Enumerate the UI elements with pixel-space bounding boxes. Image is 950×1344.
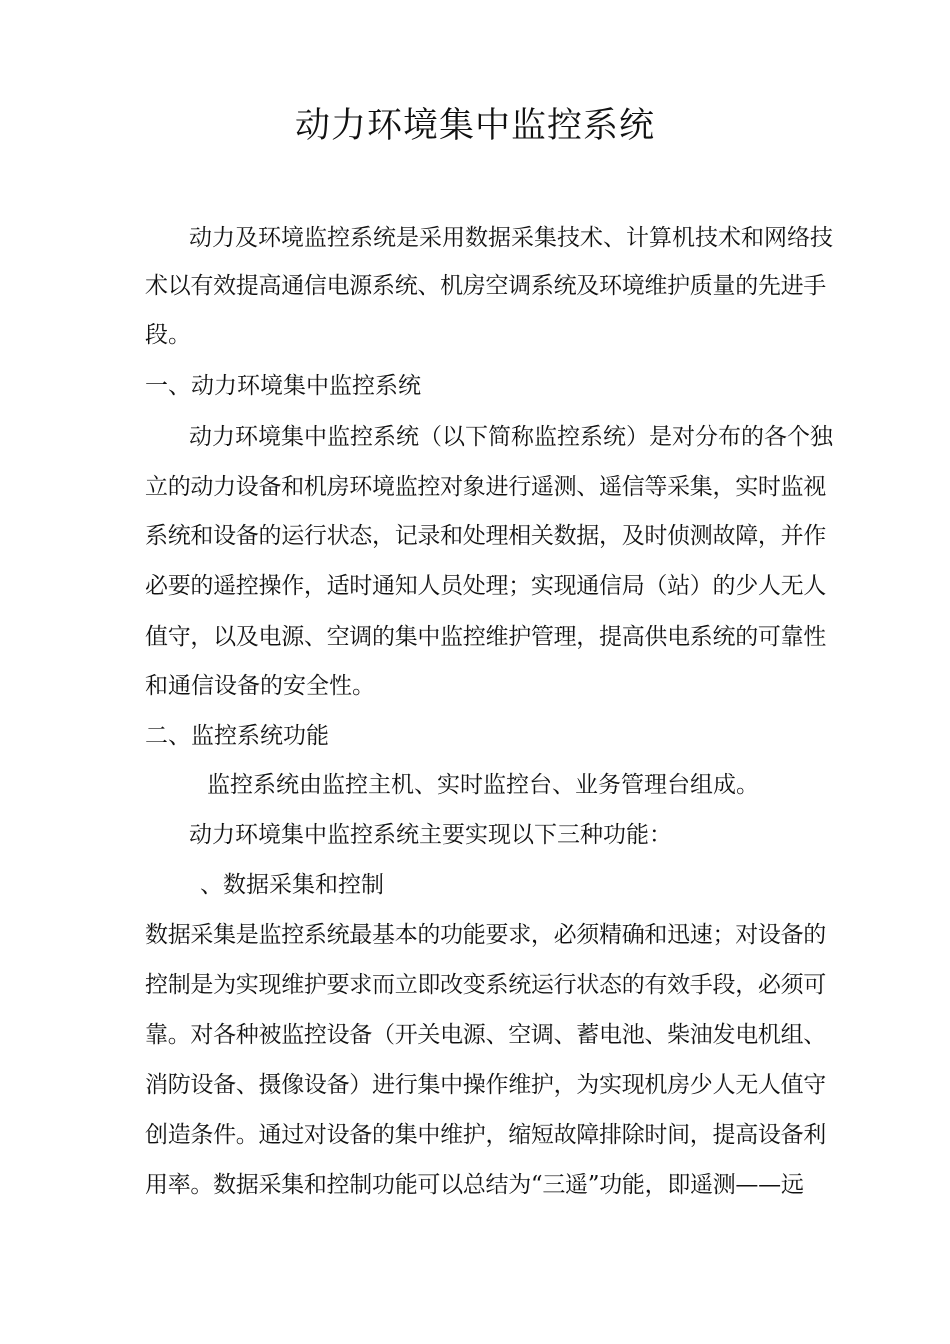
paragraph-line: 立的动力设备和机房环境监控对象进行遥测、遥信等采集，实时监视 [145,474,827,500]
paragraph-line: 控制是为实现维护要求而立即改变系统运行状态的有效手段，必须可 [145,972,827,998]
paragraph-line: 动力及环境监控系统是采用数据采集技术、计算机技术和网络技 [189,225,833,251]
document-title: 动力环境集中监控系统 [294,106,655,146]
paragraph-line: 用率。数据采集和控制功能可以总结为“三遥”功能，即遥测——远 [145,1172,804,1198]
paragraph-line: 监控系统由监控主机、实时监控台、业务管理台组成。 [207,772,759,798]
section-heading: 二、监控系统功能 [145,723,329,749]
paragraph-line: 和通信设备的安全性。 [145,673,375,699]
paragraph-line: 值守，以及电源、空调的集中监控维护管理，提高供电系统的可靠性 [145,624,827,650]
paragraph-line: 创造条件。通过对设备的集中维护，缩短故障排除时间，提高设备利 [145,1122,827,1148]
paragraph-line: 靠。对各种被监控设备（开关电源、空调、蓄电池、柴油发电机组、 [145,1022,827,1048]
paragraph-line: 必要的遥控操作，适时通知人员处理；实现通信局（站）的少人无人 [145,573,827,599]
paragraph-line: 术以有效提高通信电源系统、机房空调系统及环境维护质量的先进手 [145,273,827,299]
paragraph-line: 消防设备、摄像设备）进行集中操作维护，为实现机房少人无人值守 [145,1072,827,1098]
section-heading: 一、动力环境集中监控系统 [145,373,421,399]
subsection-heading: 、数据采集和控制 [200,872,384,898]
paragraph-line: 动力环境集中监控系统主要实现以下三种功能： [189,822,672,848]
paragraph-line: 段。 [145,322,191,348]
paragraph-line: 系统和设备的运行状态，记录和处理相关数据，及时侦测故障，并作 [145,523,827,549]
paragraph-line: 动力环境集中监控系统（以下简称监控系统）是对分布的各个独 [189,424,833,450]
paragraph-line: 数据采集是监控系统最基本的功能要求，必须精确和迅速；对设备的 [145,922,827,948]
